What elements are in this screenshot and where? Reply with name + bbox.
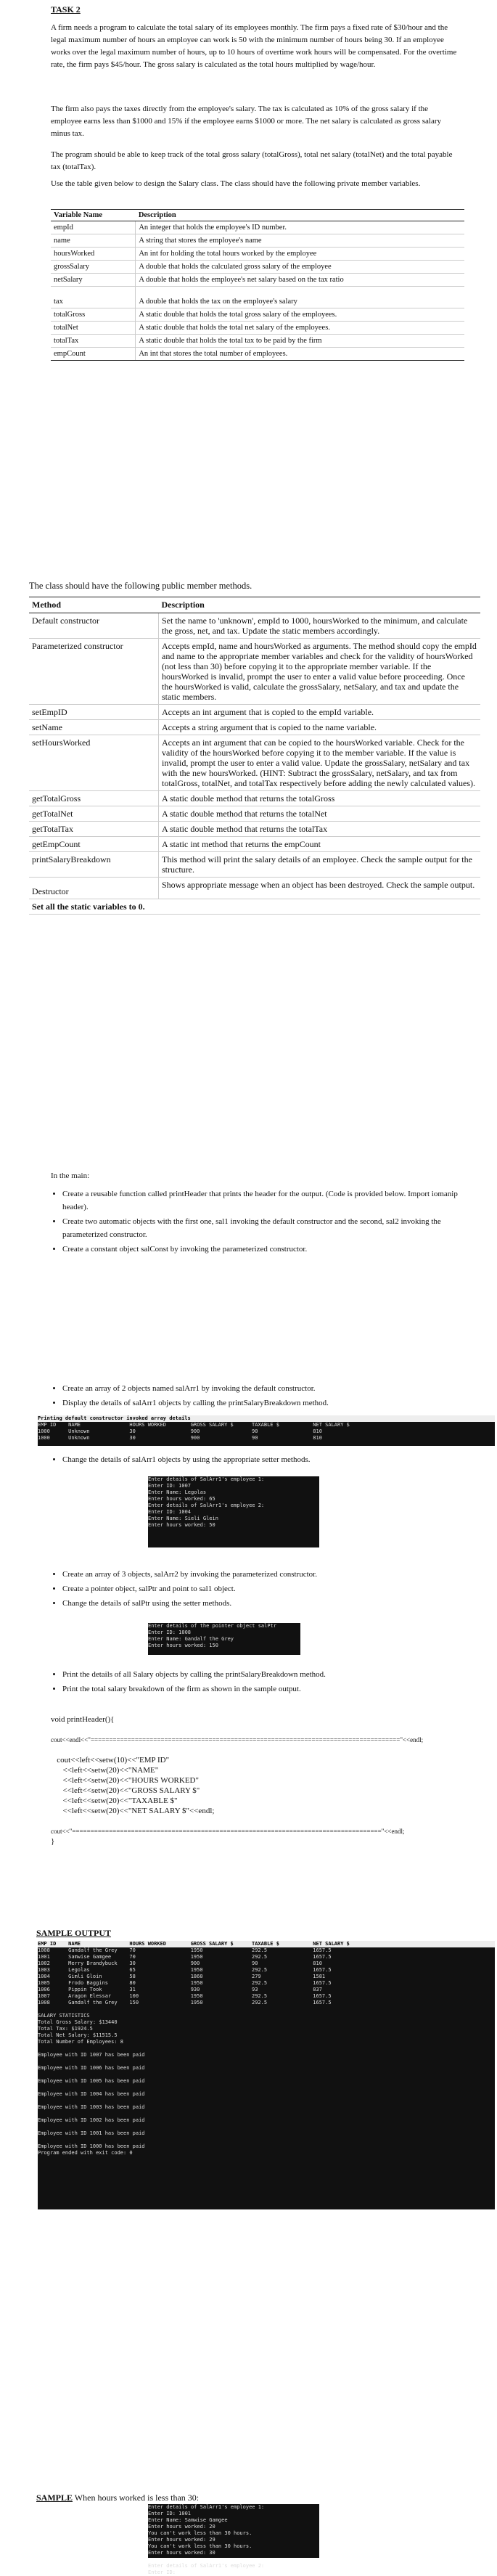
method-description: Accepts an int argument that is copied to the empId variable. <box>159 705 481 720</box>
method-description: This method will print the salary details of an employee. Check the sample output for the structure. <box>159 852 481 878</box>
intro-paragraph-3: The program should be able to keep track of the total gross salary (totalGross), total net salary (totalNet) and the total payable tax (totalTax). <box>51 150 453 171</box>
print-bullets <box>51 1668 469 1697</box>
console-line: Total Number of Employees: 8 <box>38 2039 124 2045</box>
intro-paragraph-4: Use the table given below to design the Salary class. The class should have the following private member variables. <box>51 179 421 188</box>
variables-body <box>51 221 464 361</box>
code-line: <<left<<setw(20)<<"GROSS SALARY $" <box>51 1786 200 1795</box>
method-name: getTotalNet <box>29 806 159 822</box>
console-line: Employee with ID 1002 has been paid <box>38 2117 145 2123</box>
console-line: 1000 Unknown 30 900 90 810 <box>38 1428 322 1434</box>
variable-name: empCount <box>51 348 136 361</box>
console-line: 1005 Frodo Baggins 80 1950 292.5 1657.5 <box>38 1980 332 1986</box>
variable-name: totalNet <box>51 322 136 335</box>
variables-header-name: Variable Name <box>51 210 136 221</box>
console-line: Enter Name: Sieli Glein <box>148 1516 218 1521</box>
list-item: • Display the details of salArr1 objects by calling the printSalaryBreakdown method. <box>62 1397 469 1410</box>
console-line: Enter details of SalArr1's employee 2: <box>148 2563 265 2569</box>
console-line: Employee with ID 1007 has been paid <box>38 2052 145 2058</box>
array2-bullets <box>51 1568 469 1611</box>
table-row <box>29 639 480 705</box>
method-name: getTotalTax <box>29 822 159 837</box>
console-line: Employee with ID 1005 has been paid <box>38 2078 145 2084</box>
console-line: Employee with ID 1001 has been paid <box>38 2130 145 2136</box>
table-row <box>29 613 480 639</box>
list-item: • Create two automatic objects with the first one, sal1 invoking the default constructor and the second, sal2 invoking the parameterized constructor. <box>62 1215 469 1241</box>
code-line: cout<<endl<<"===================================================================================="<<endl; <box>51 1736 424 1743</box>
console-header: EMP ID NAME HOURS WORKED GROSS SALARY $ TAXABLE $ NET SALARY $ <box>38 1422 350 1428</box>
console-line: Enter details of the pointer object salPtr <box>148 1623 277 1629</box>
console-line: SALARY STATISTICS <box>38 2013 90 2019</box>
array-bullets <box>51 1382 469 1411</box>
table-row <box>29 852 480 878</box>
print-header-code <box>51 1714 423 1847</box>
method-description: A static double method that returns the totalTax <box>159 822 481 837</box>
console-line: Enter hours worked: 30 <box>148 2550 215 2556</box>
variable-description: A double that holds the employee's net salary based on the tax ratio <box>136 274 464 287</box>
method-name: Default constructor <box>29 613 159 639</box>
table-row <box>51 248 464 261</box>
list-item: • Create an array of 2 objects named salArr1 by invoking the default constructor. <box>62 1382 469 1395</box>
table-row <box>51 348 464 361</box>
variable-description: An int that stores the total number of employees. <box>136 348 464 361</box>
method-name: setName <box>29 720 159 735</box>
variable-name: totalTax <box>51 335 136 348</box>
console-line: Enter details of SalArr1's employee 2: <box>148 1502 265 1508</box>
console-line: Enter hours worked: 65 <box>148 1496 215 1502</box>
console-line: Employee with ID 1003 has been paid <box>38 2104 145 2110</box>
method-name: Parameterized constructor <box>29 639 159 705</box>
table-row <box>51 287 464 308</box>
console-line: Enter Name: Samwise Gamgee <box>148 2517 228 2523</box>
list-item: • Create a constant object salConst by invoking the parameterized constructor. <box>62 1243 469 1256</box>
main-bullets <box>51 1187 469 1257</box>
change-bullets <box>51 1453 469 1468</box>
console-line: 1006 Pippin Took 31 930 93 837 <box>38 1987 322 1992</box>
console-sample-output <box>38 1941 495 2209</box>
console-line: 1008 Gandalf the Grey 70 1950 292.5 1657.5 <box>38 1947 332 1953</box>
table-row <box>29 705 480 720</box>
list-item: • Change the details of salArr1 objects by using the appropriate setter methods. <box>62 1453 469 1466</box>
console-line: 1004 Gimli Gloin 58 1860 279 1581 <box>38 1974 326 1979</box>
console-line: Enter ID: 1008 <box>148 1630 192 1635</box>
intro-paragraph-1: A firm needs a program to calculate the total salary of its employees monthly. The firm pays a fixed rate of $30/hour and the legal maximum number of hours an employee can work is 50 with the minimum number of hours being 30. If an employee works over the legal maximum number of hours, up to 10 hours of overtime work hours will be compensated. For the overtime rate, the firm pays $45/hour. The gross salary is calculated as the total hours multiplied by wage/hour. <box>51 23 457 69</box>
method-description: Accepts empId, name and hoursWorked as arguments. The method should copy the empId and name to the appropriate member variables and check for the validity of hoursWorked (not less than 30) before copying it to the appropriate member variable. If the hoursWorked is invalid, prompt the user to enter a valid value before proceeding. Once the hoursWorked is valid, calculate the grossSalary, netSalary, and tax and update the static members. <box>159 639 481 705</box>
variable-name: hoursWorked <box>51 248 136 261</box>
variable-name: tax <box>51 287 136 308</box>
table-row <box>29 735 480 791</box>
method-name: getTotalGross <box>29 791 159 806</box>
table-row <box>51 234 464 248</box>
sample-under-30-label <box>36 2493 199 2503</box>
table-row <box>51 261 464 274</box>
console-line: Total Tax: $1924.5 <box>38 2026 93 2032</box>
console-line: 1001 Samwise Gamgee 70 1950 292.5 1657.5 <box>38 1954 332 1960</box>
console-line: 1007 Aragon Elessar 100 1950 292.5 1657.5 <box>38 1993 332 1999</box>
methods-header-description: Description <box>159 597 481 613</box>
sample-label: SAMPLE <box>36 2493 73 2503</box>
variable-description: A static double that holds the total tax to be paid by the firm <box>136 335 464 348</box>
console-line: 1002 Merry Brandybuck 30 900 90 810 <box>38 1960 322 1966</box>
methods-table <box>29 597 480 915</box>
console-line: Employee with ID 1000 has been paid <box>38 2143 145 2149</box>
console-line: Enter ID: 1007 <box>148 1483 192 1489</box>
console-line: Enter hours worked: 29 <box>148 2537 215 2543</box>
variable-description: An int for holding the total hours worked by the employee <box>136 248 464 261</box>
table-row <box>29 837 480 852</box>
console-line: 1000 Unknown 30 900 90 810 <box>38 1435 322 1441</box>
variable-description: An integer that holds the employee's ID number. <box>136 221 464 234</box>
code-line: <<left<<setw(20)<<"HOURS WORKED" <box>51 1776 199 1785</box>
method-description: Shows appropriate message when an object has been destroyed. Check the sample output. <box>159 878 481 899</box>
table-row <box>51 335 464 348</box>
console-line: Enter ID: 1004 <box>148 1509 192 1515</box>
code-line: cout<<"===================================================================================="<<endl; <box>51 1828 405 1835</box>
list-item: • Print the total salary breakdown of the firm as shown in the sample output. <box>62 1682 469 1696</box>
console-line: Enter ID: 1001 <box>148 2511 192 2516</box>
table-row <box>51 308 464 322</box>
console-line: Employee with ID 1004 has been paid <box>38 2091 145 2097</box>
console-input-salptr <box>148 1623 300 1655</box>
table-row <box>29 720 480 735</box>
console-line: Enter hours worked: 20 <box>148 2524 215 2530</box>
method-description: A static double method that returns the totalGross <box>159 791 481 806</box>
list-item: • Print the details of all Salary objects by calling the printSalaryBreakdown method. <box>62 1668 469 1681</box>
console-line: You can't work less than 30 hours. <box>148 2530 252 2536</box>
method-name: setHoursWorked <box>29 735 159 791</box>
console-line: Enter Name: Legolas <box>148 1489 207 1495</box>
console-line: Employee with ID 1006 has been paid <box>38 2065 145 2071</box>
console-line: Enter hours worked: 50 <box>148 1522 215 1528</box>
variables-table <box>51 209 464 361</box>
method-description: A static double method that returns the totalNet <box>159 806 481 822</box>
console-line: You can't work less than 30 hours. <box>148 2543 252 2549</box>
variable-name: grossSalary <box>51 261 136 274</box>
variables-header-description: Description <box>136 210 464 221</box>
variable-description: A double that holds the calculated gross salary of the employee <box>136 261 464 274</box>
variable-description: A string that stores the employee's name <box>136 234 464 248</box>
list-item: • Create an array of 3 objects, salArr2 by invoking the parameterized constructor. <box>62 1568 469 1581</box>
intro-paragraph-2: The firm also pays the taxes directly from the employee's salary. The tax is calculated as 10% of the gross salary if the employee earns less than $1000 and 15% if the employee earns $1000 or more. The net salary is calculated as gross salary minus tax. <box>51 105 442 138</box>
console-line: Enter details of SalArr1's employee 1: <box>148 1476 265 1482</box>
table-row <box>29 899 480 915</box>
console-under-30-output <box>148 2504 319 2575</box>
table-row <box>29 791 480 806</box>
console-output-default-array <box>38 1415 495 1446</box>
code-line: cout<<left<<setw(10)<<"EMP ID" <box>51 1756 170 1765</box>
table-row <box>29 878 480 899</box>
method-name: getEmpCount <box>29 837 159 852</box>
method-name: setEmpID <box>29 705 159 720</box>
code-line: <<left<<setw(20)<<"TAXABLE $" <box>51 1796 178 1805</box>
code-line: <<left<<setw(20)<<"NAME" <box>51 1766 159 1775</box>
console-header: EMP ID NAME HOURS WORKED GROSS SALARY $ TAXABLE $ NET SALARY $ <box>38 1941 495 1947</box>
static-variables-note: Set all the static variables to 0. <box>29 899 480 915</box>
sample-output-label: SAMPLE OUTPUT <box>36 1928 112 1938</box>
list-item: • Create a reusable function called printHeader that prints the header for the output. (Code is provided below. Import iomanip header). <box>62 1187 469 1214</box>
task-title: TASK 2 <box>51 4 81 15</box>
table-row <box>29 822 480 837</box>
variable-name: name <box>51 234 136 248</box>
console-line: Enter Name: Gandalf the Grey <box>148 1636 234 1642</box>
console-title: Printing default constructor invoked array details <box>38 1415 495 1422</box>
variable-description: A static double that holds the total gross salary of the employees. <box>136 308 464 322</box>
variable-name: empId <box>51 221 136 234</box>
methods-intro: The class should have the following public member methods. <box>29 581 252 591</box>
console-line: Total Gross Salary: $13440 <box>38 2019 118 2025</box>
method-description: Accepts an int argument that can be copied to the hoursWorked variable. Check for the validity of the hoursWorked before copying it to the member variable. If the value is invalid, prompt the user to enter a valid value. Update the grossSalary, netSalary and tax with the new hoursWorked. (HINT: Subtract the grossSalary, netSalary, and tax from totalGross, totalNet, and totalTax respectively before adding the newly calculated values). <box>159 735 481 791</box>
method-name: Destructor <box>29 878 159 899</box>
sample-description: When hours worked is less than 30: <box>73 2493 200 2503</box>
variable-description: A double that holds the tax on the employee's salary <box>136 287 464 308</box>
console-input-salarr1 <box>148 1476 319 1547</box>
table-row <box>51 322 464 335</box>
list-item: • Create a pointer object, salPtr and point to sal1 object. <box>62 1582 469 1595</box>
code-line: <<left<<setw(20)<<"NET SALARY $"<<endl; <box>51 1807 215 1815</box>
table-row <box>51 274 464 287</box>
variable-description: A static double that holds the total net salary of the employees. <box>136 322 464 335</box>
console-line: Enter ID: <box>148 2569 176 2575</box>
console-line: Enter details of SalArr1's employee 1: <box>148 2504 265 2510</box>
method-description: Set the name to 'unknown', empId to 1000, hoursWorked to the minimum, and calculate the gross, net, and tax. Update the static members accordingly. <box>159 613 481 639</box>
table-row <box>51 221 464 234</box>
list-item: • Change the details of salPtr using the setter methods. <box>62 1597 469 1610</box>
method-description: Accepts a string argument that is copied to the name variable. <box>159 720 481 735</box>
console-line: 1003 Legolas 65 1950 292.5 1657.5 <box>38 1967 332 1973</box>
console-line: Enter hours worked: 150 <box>148 1643 218 1648</box>
code-line: void printHeader(){ <box>51 1715 115 1724</box>
method-description: A static int method that returns the empCount <box>159 837 481 852</box>
main-label: In the main: <box>51 1172 90 1180</box>
console-line: Program ended with exit code: 0 <box>38 2150 133 2156</box>
console-line: Total Net Salary: $11515.5 <box>38 2032 118 2038</box>
method-name: printSalaryBreakdown <box>29 852 159 878</box>
table-row <box>29 806 480 822</box>
methods-header-method: Method <box>29 597 159 613</box>
code-line: } <box>51 1837 55 1846</box>
console-line: 1008 Gandalf the Grey 150 1950 292.5 1657.5 <box>38 2000 332 2005</box>
variable-name: totalGross <box>51 308 136 322</box>
variable-name: netSalary <box>51 274 136 287</box>
